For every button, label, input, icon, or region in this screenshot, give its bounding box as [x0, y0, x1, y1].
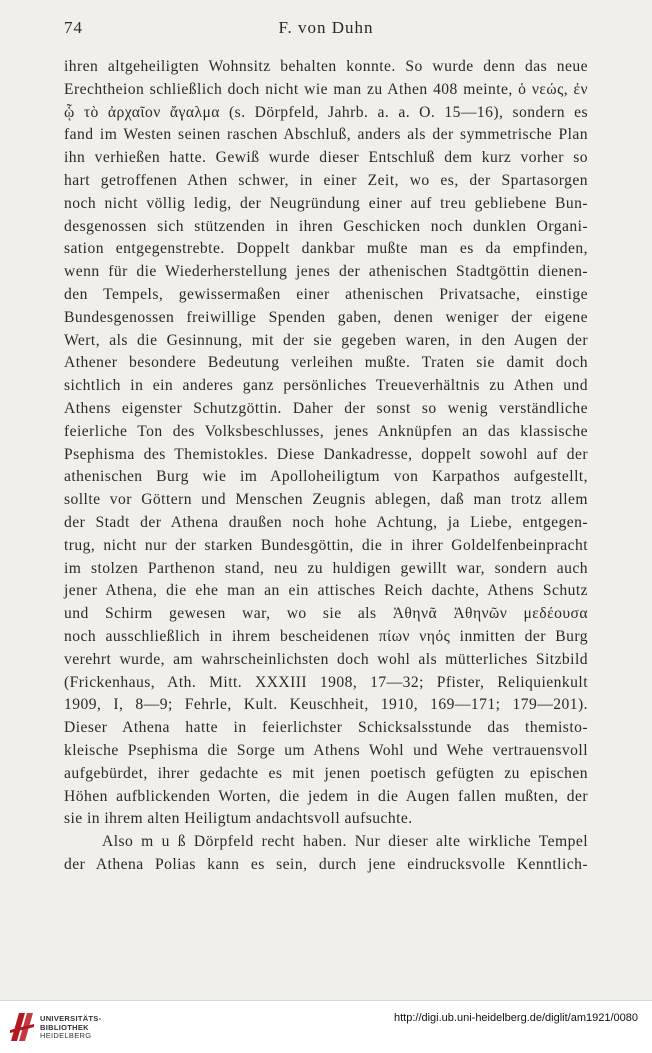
logo-line: HEIDELBERG	[40, 1031, 92, 1040]
logo-line: UNIVERSITÄTS-	[40, 1014, 102, 1023]
text-line: sation entgegenstrebte. Doppelt dankbar mußte man es da empfinden,	[64, 240, 588, 258]
text-line: ihren altgeheiligten Wohnsitz behalten konnte. So wurde denn das neue	[64, 58, 588, 75]
text-line: 1909, I, 8—9; Fehrle, Kult. Keuschheit, 1910, 169—171; 179—201).	[64, 696, 588, 714]
text-line: Wert, als die Gesinnung, mit der sie gegeben waren, in den Augen der	[64, 331, 588, 349]
text-line: im stolzen Parthenon stand, neu zu huldigen gewillt war, sondern auch	[64, 559, 588, 577]
text-line: den Tempels, gewissermaßen einer athenischen Privatsache, einstige	[64, 285, 588, 303]
text-line: verehrt wurde, am wahrscheinlichsten doch wohl als mütterliches Sitzbild	[64, 650, 588, 668]
text-line: noch nicht völlig ledig, der Neugründung einer auf treu gebliebene Bun-	[64, 194, 588, 212]
text-line: jener Athena, die ehe man an ein attisches Reich dachte, Athens Schutz	[64, 582, 588, 600]
text-line: (Frickenhaus, Ath. Mitt. XXXIII 1908, 17—32; Pfister, Reliquienkult	[64, 673, 588, 691]
text-line: kleische Psephisma die Sorge um Athens Wohl und Wehe vertrauensvoll	[64, 741, 588, 759]
text-line: fand im Westen seinen raschen Abschluß, anders als der symmetrische Plan	[64, 126, 588, 144]
text-line: wenn für die Wiederherstellung jenes der athenischen Stadtgöttin dienen-	[64, 263, 588, 281]
text-line: noch ausschließlich in ihrem bescheidenen πίων νηός inmitten der Burg	[64, 627, 588, 645]
library-logo-icon	[8, 1010, 36, 1044]
source-url-link[interactable]: http://digi.ub.uni-heidelberg.de/diglit/am1921/0080	[393, 1012, 638, 1024]
library-logo-text	[40, 1015, 101, 1041]
logo-line: BIBLIOTHEK	[40, 1022, 89, 1032]
text-line: der Stadt der Athena draußen noch hohe Achtung, ja Liebe, entgegen-	[64, 513, 588, 531]
text-line: Athener besondere Bedeutung verleihen mußte. Traten sie damit doch	[64, 354, 588, 372]
page-number: 74	[64, 18, 83, 37]
text-line: Höhen aufblickenden Worten, die jedem in die Augen fallen mußten, der	[64, 787, 588, 805]
text-line: und Schirm gewesen war, wo sie als Ἀθηνᾶ Ἀθηνῶν μεδέουσα	[64, 605, 588, 623]
text-line: Dieser Athena hatte in feierlichster Schicksalsstunde das themisto-	[64, 719, 588, 737]
text-line: sie in ihrem alten Heiligtum andachtsvoll aufsuchte.	[64, 810, 413, 828]
body-text	[64, 56, 588, 877]
library-logo[interactable]	[8, 1010, 128, 1046]
text-line: der Athena Polias kann es sein, durch jene eindrucksvolle Kenntlich-	[64, 855, 588, 873]
text-line: athenischen Burg wie im Apolloheiligtum von Karpathos aufgestellt,	[64, 468, 588, 486]
text-line: Psephisma des Themistokles. Diese Dankadresse, doppelt sowohl auf der	[64, 445, 588, 463]
text-line: ᾧ τὸ ἀρχαῖον ἄγαλμα (s. Dörpfeld, Jahrb. a. a. O. 15—16), sondern es	[64, 103, 588, 121]
text-line: Erechtheion schließlich doch nicht wie man zu Athen 408 meinte, ὁ νεώς, ἐν	[64, 80, 588, 98]
text-line: aufgebürdet, ihrer gedachte es mit jenen poetisch gefügten zu epischen	[64, 764, 588, 782]
page-header	[64, 18, 588, 42]
text-line: Athens eigenster Schutzgöttin. Daher der sonst so wenig verständliche	[64, 399, 588, 417]
text-line: Bundesgenossen freiwillige Spenden gaben, denen weniger der eigene	[64, 308, 588, 326]
running-title: F. von Duhn	[278, 18, 374, 37]
text-line: sichtlich in ein anderes ganz persönliches Treueverhältnis zu Athen und	[64, 377, 588, 395]
text-line: desgenossen sich stützenden in ihren Geschicken noch dunklen Organi-	[64, 217, 588, 235]
text-line: feierliche Ton des Volksbeschlusses, jenes Anknüpfen an das klassische	[64, 422, 588, 440]
text-line: ihn verhießen hatte. Gewiß wurde dieser Entschluß dem kurz vorher so	[64, 149, 588, 167]
text-line: Also m u ß Dörpfeld recht haben. Nur dieser alte wirkliche Tempel	[102, 833, 588, 851]
text-line: hart getroffenen Athen schwer, in einer Zeit, wo es, der Spartasorgen	[64, 171, 588, 189]
text-line: trug, nicht nur der starken Bundesgöttin, die in ihrer Goldelfenbeinpracht	[64, 536, 588, 554]
text-line: sollte vor Göttern und Menschen Zeugnis ablegen, daß man trotz allem	[64, 491, 588, 509]
